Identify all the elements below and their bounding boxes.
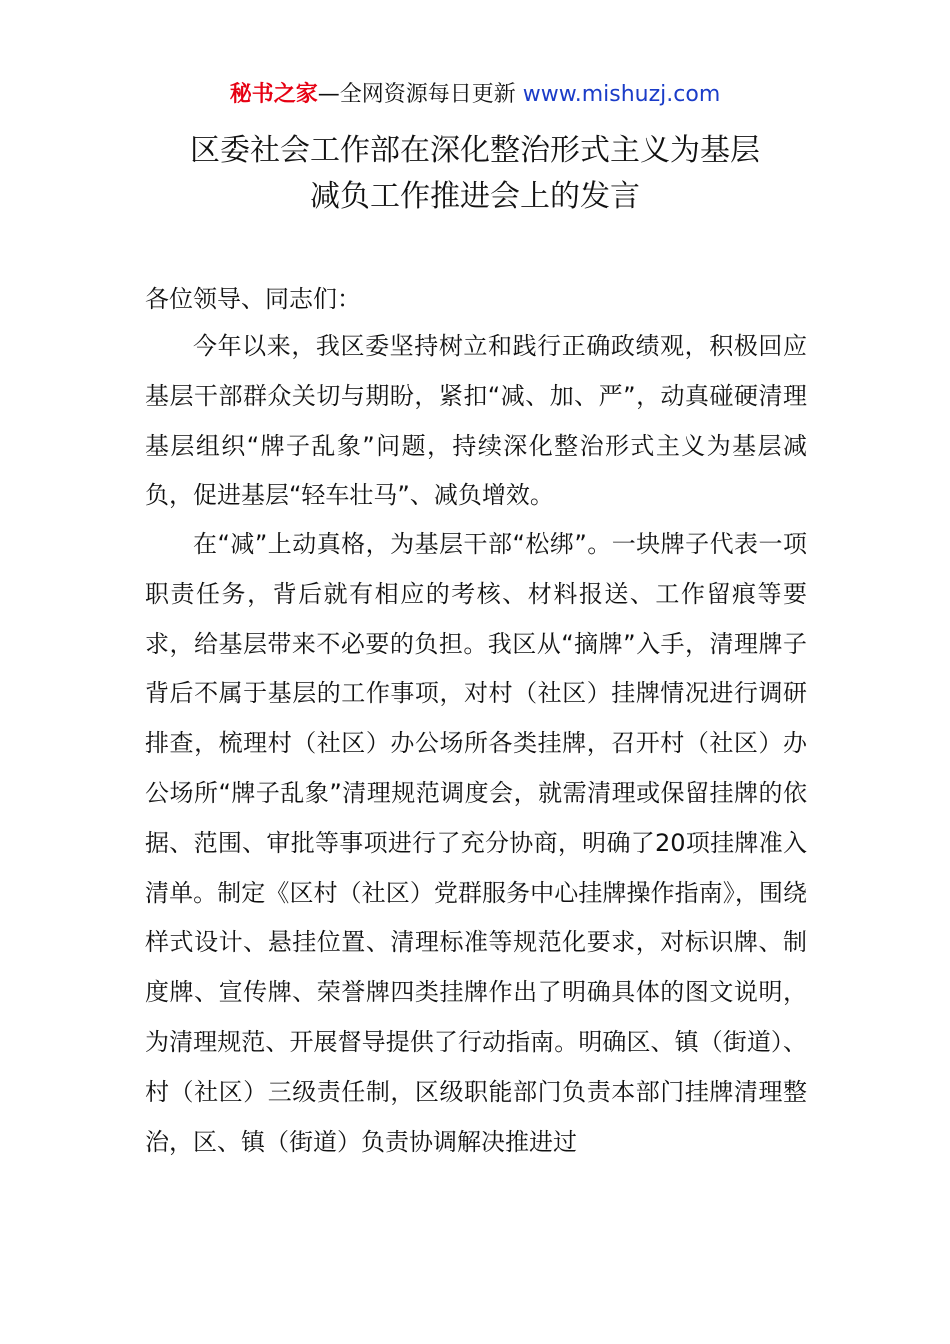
site-header	[0, 80, 950, 110]
document-title-line-1: 区委社会工作部在深化整治形式主义为基层	[190, 133, 760, 168]
site-url-link[interactable]: www.mishuzj.com	[522, 82, 721, 107]
site-brand: 秘书之家	[229, 82, 318, 107]
salutation: 各位领导、同志们：	[145, 285, 361, 313]
paragraph-intro: 今年以来，我区委坚持树立和践行正确政绩观，积极回应基层干部群众关切与期盼，紧扣“减、加、严”，动真碰硬清理基层组织“牌子乱象”问题，持续深化整治形式主义为基层减负，促进基层“轻车壮马”、减负增效。	[145, 332, 807, 510]
paragraph-reduce: 在“减”上动真格，为基层干部“松绑”。一块牌子代表一项职责任务，背后就有相应的考核、材料报送、工作留痕等要求，给基层带来不必要的负担。我区从“摘牌”入手，清理牌子背后不属于基层的工作事项，对村（社区）挂牌情况进行调研排查，梳理村（社区）办公场所各类挂牌，召开村（社区）办公场所“牌子乱象”清理规范调度会，就需清理或保留挂牌的依据、范围、审批等事项进行了充分协商，明确了20项挂牌准入清单。制定《区村（社区）党群服务中心挂牌操作指南》，围绕样式设计、悬挂位置、清理标准等规范化要求，对标识牌、制度牌、宣传牌、荣誉牌四类挂牌作出了明确具体的图文说明，为清理规范、开展督导提供了行动指南。明确区、镇（街道）、村（社区）三级责任制，区级职能部门负责本部门挂牌清理整治，区、镇（街道）负责协调解决推进过	[145, 530, 807, 1156]
site-slogan: —全网资源每日更新	[317, 82, 523, 107]
document-title-line-2: 减负工作推进会上的发言	[310, 179, 640, 214]
